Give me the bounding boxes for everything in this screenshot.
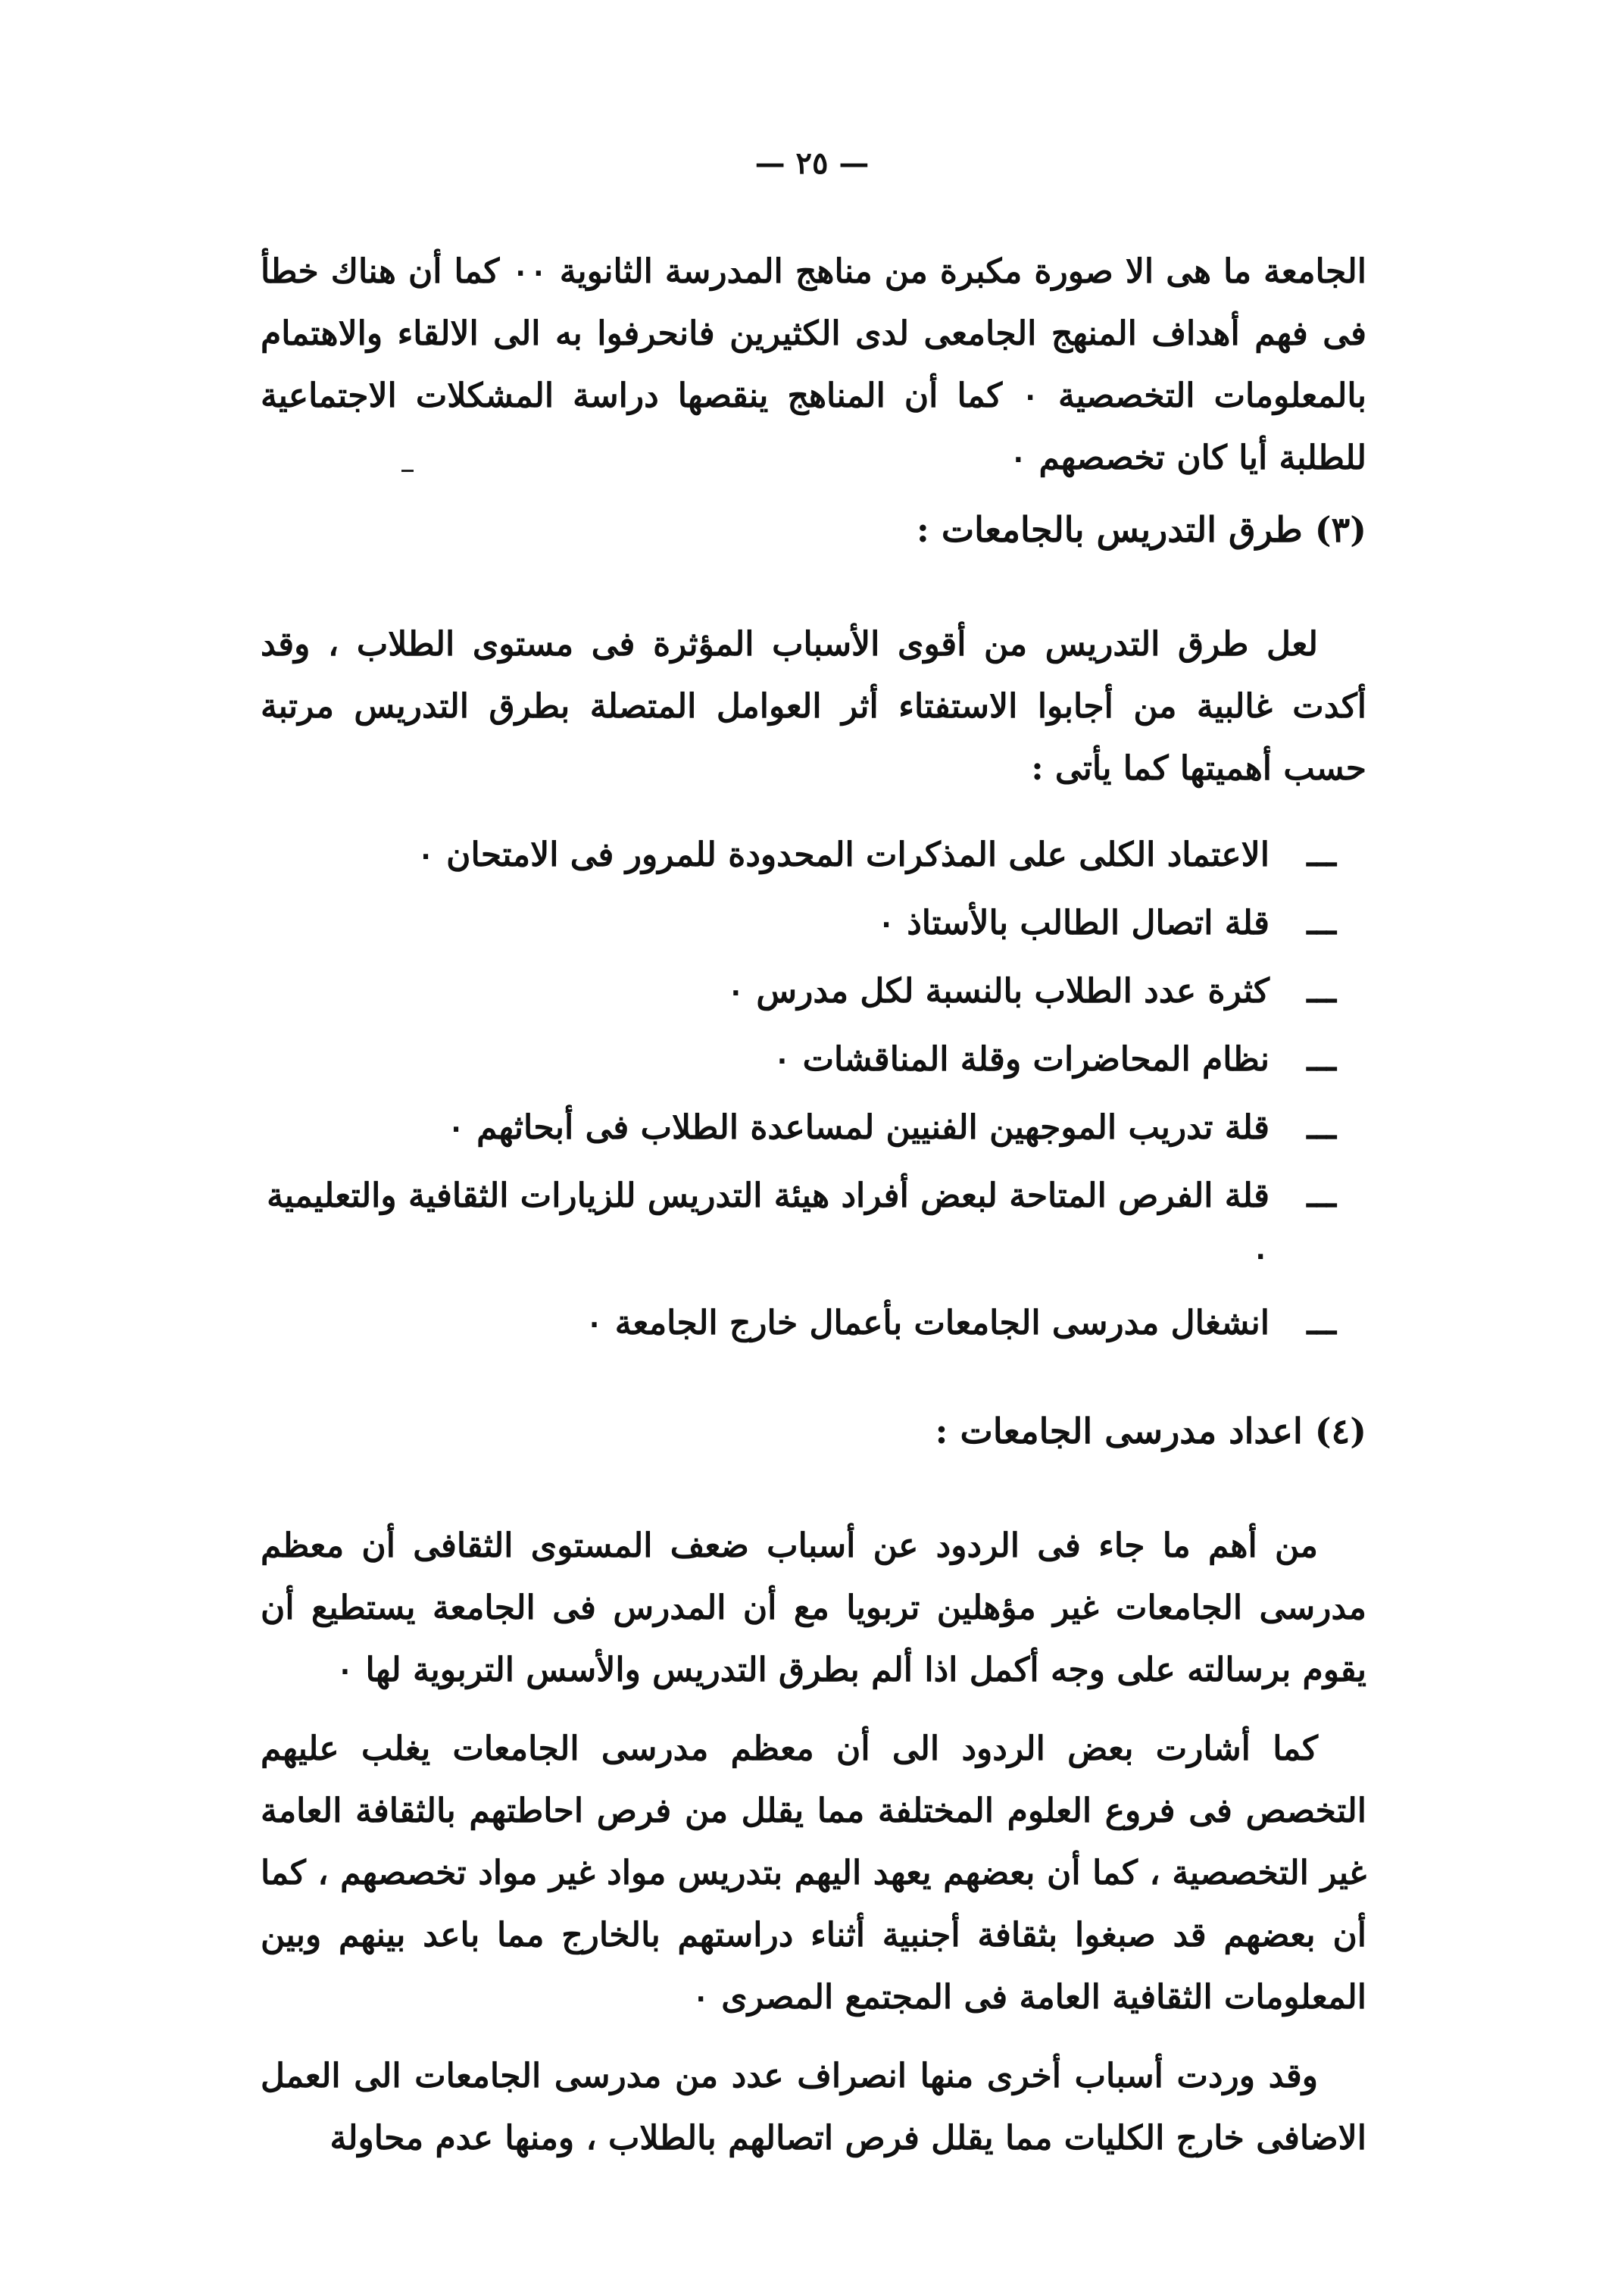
list-item [261, 1098, 1366, 1158]
list-dash: ـــ [1307, 904, 1336, 942]
page-number: — ٢٥ — [754, 145, 870, 181]
section4-paragraph1-block [261, 1515, 1366, 1701]
section4-paragraph2: كما أشارت بعض الردود الى أن معظم مدرسى الجامعات يغلب عليهم التخصص فى فروع العلوم المختلفة مما يقلل من فرص احاطتهم بالثقافة العامة غير التخصصية ، كما أن بعضهم يعهد اليهم بتدريس مواد غير مواد تخصصهم ، كما أن بعضهم قد صبغوا بثقافة أجنبية أثناء دراستهم بالخارج مما باعد بينهم وبين المعلومات الثقافية العامة فى المجتمع المصرى ٠ [261, 1729, 1366, 2017]
section3-paragraph-block [261, 614, 1366, 800]
list-dash: ـــ [1307, 1108, 1336, 1147]
section4-heading: (٤) اعداد مدرسى الجامعات : [935, 1411, 1366, 1451]
section3-paragraph: لعل طرق التدريس من أقوى الأسباب المؤثرة فى مستوى الطلاب ، وقد أكدت غالبية من أجابوا الاستفتاء أثر العوامل المتصلة بطرق التدريس مرتبة حسب أهميتها كما يأتى : [261, 625, 1366, 788]
list-item [261, 1167, 1366, 1285]
teaching-factors-list [261, 826, 1366, 1353]
list-item [261, 1030, 1366, 1089]
list-item-text: قلة اتصال الطالب بالأستاذ ٠ [877, 904, 1270, 942]
list-item-text: قلة تدريب الموجهين الفنيين لمساعدة الطلاب فى أبحاثهم ٠ [447, 1108, 1270, 1147]
stray-mark [401, 470, 414, 472]
list-item [261, 894, 1366, 953]
list-item-text: كثرة عدد الطلاب بالنسبة لكل مدرس ٠ [726, 972, 1270, 1011]
list-dash: ـــ [1307, 1040, 1336, 1079]
section4-paragraph2-block [261, 1718, 1366, 2029]
list-item [261, 962, 1366, 1021]
section4-paragraph1: من أهم ما جاء فى الردود عن أسباب ضعف المستوى الثقافى أن معظم مدرسى الجامعات غير مؤهلين تربويا مع أن المدرس فى الجامعة يستطيع أن يقوم برسالته على وجه أكمل اذا ألم بطرق التدريس والأسس التربوية لها ٠ [261, 1526, 1366, 1689]
list-dash: ـــ [1307, 1304, 1336, 1342]
intro-paragraph-block [261, 241, 1366, 489]
list-item-text: الاعتماد الكلى على المذكرات المحدودة للمرور فى الامتحان ٠ [417, 836, 1270, 874]
list-dash: ـــ [1307, 836, 1336, 874]
section3-heading: (٣) طرق التدريس بالجامعات : [916, 509, 1366, 550]
list-item [261, 826, 1366, 885]
list-item-text: انشغال مدرسى الجامعات بأعمال خارج الجامعة ٠ [585, 1304, 1270, 1342]
list-item [261, 1294, 1366, 1353]
section4-paragraph3: وقد وردت أسباب أخرى منها انصراف عدد من مدرسى الجامعات الى العمل الاضافى خارج الكليات مما يقلل فرص اتصالهم بالطلاب ، ومنها عدم محاولة [261, 2057, 1366, 2157]
intro-paragraph: الجامعة ما هى الا صورة مكبرة من مناهج المدرسة الثانوية ٠٠ كما أن هناك خطأ فى فهم أهداف المنهج الجامعى لدى الكثيرين فانحرفوا به الى الالقاء والاهتمام بالمعلومات التخصصية ٠ كما أن المناهج ينقصها دراسة المشكلات الاجتماعية للطلبة أيا كان تخصصهم ٠ [261, 252, 1366, 477]
list-item-text: قلة الفرص المتاحة لبعض أفراد هيئة التدريس للزيارات الثقافية والتعليمية ٠ [267, 1176, 1270, 1274]
list-dash: ـــ [1307, 1176, 1336, 1215]
list-dash: ـــ [1307, 972, 1336, 1011]
list-item-text: نظام المحاضرات وقلة المناقشات ٠ [773, 1040, 1270, 1079]
section4-paragraph3-block [261, 2045, 1366, 2170]
